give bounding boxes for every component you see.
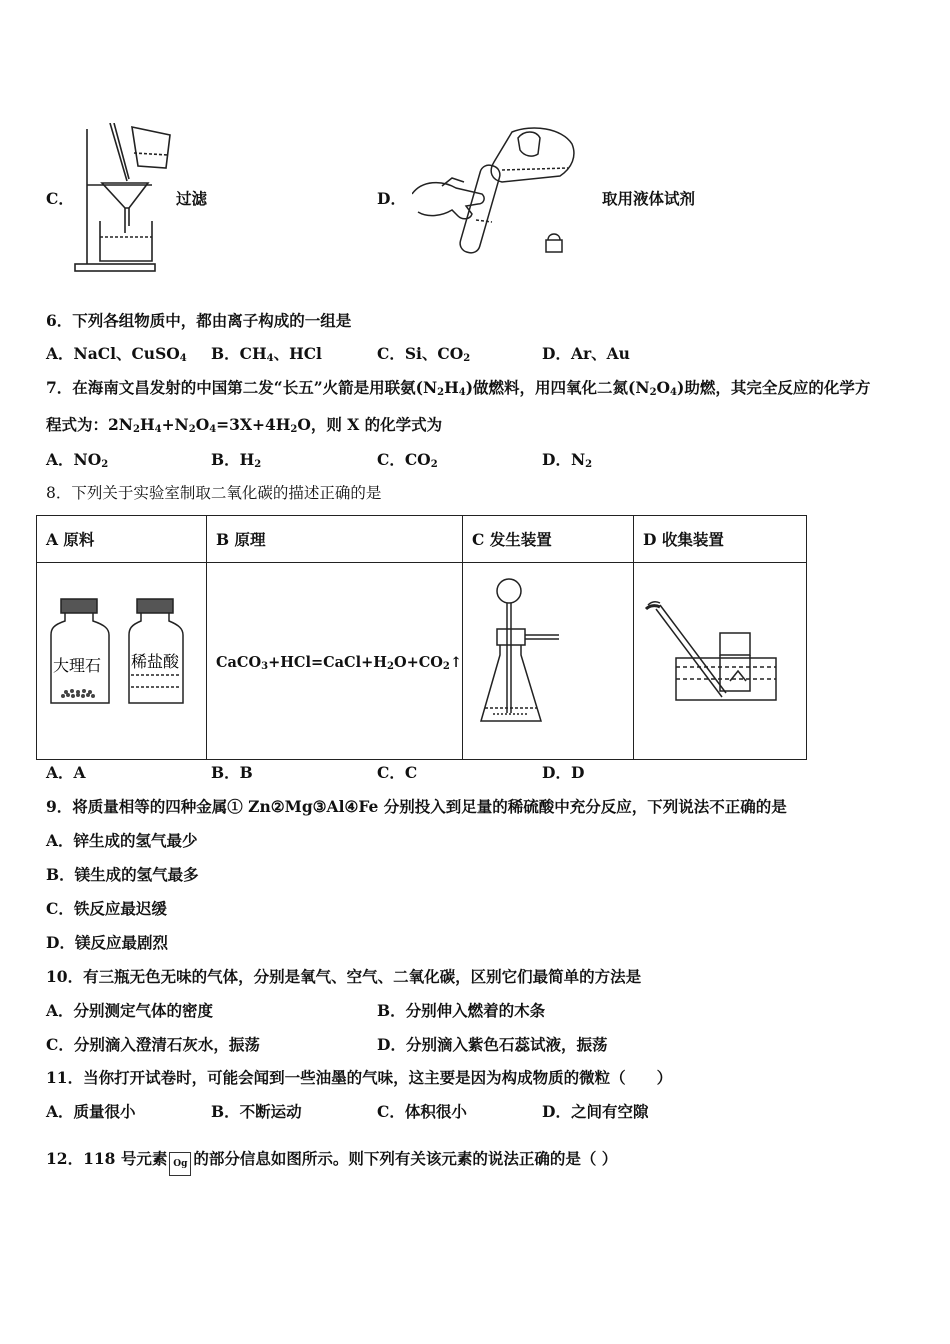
option-c-caption: 过滤 [176, 189, 208, 208]
bottle1-label: 大理石 [53, 656, 102, 675]
q11-option-b: B．不断运动 [211, 1102, 302, 1121]
q8-option-b: B．B [211, 763, 253, 782]
q8-header-a: A 原料 [37, 516, 207, 563]
option-c-letter: C． [46, 189, 74, 208]
q7-stem-line1: 7．在海南文昌发射的中国第二发“长五”火箭是用联氨$(N_2H_4)$做燃料，用四氧化二氮$(N_2O_4)$助燃，其完全反应的化学方 [46, 378, 871, 398]
q7-option-a: A．$NO_2$ [46, 450, 109, 470]
option-d-caption: 取用液体试剂 [602, 189, 696, 208]
q10-stem: 10．有三瓶无色无味的气体，分别是氧气、空气、二氧化碳，区别它们最简单的方法是 [46, 967, 642, 986]
bottle2-label: 稀盐酸 [131, 652, 180, 671]
q10-option-d: D．分别滴入紫色石蕊试液，振荡 [377, 1035, 608, 1054]
q11-option-c: C．体积很小 [377, 1102, 467, 1121]
q8-option-c: C．C [377, 763, 418, 782]
option-d-letter: D． [377, 189, 406, 208]
q6-stem: 6．下列各组物质中，都由离子构成的一组是 [46, 311, 352, 330]
q11-option-d: D．之间有空隙 [542, 1102, 649, 1121]
q8-cell-collector [634, 563, 807, 760]
q6-option-d: D．Ar、Au [542, 344, 630, 363]
q9-option-b: B．镁生成的氢气最多 [46, 865, 199, 884]
q8-header-b: B 原理 [207, 516, 463, 563]
q8-equation: $CaCO_3+HCl=CaCl+H_2O+CO_2↑$ [216, 653, 463, 672]
q6-option-b: B．$CH_4$、HCl [211, 344, 322, 364]
q7-stem-line2: 程式为：$2N_2H_4+N_2O_4=3X+4H_2O$，则 X 的化学式为 [46, 415, 443, 435]
q8-cell-generator [463, 563, 634, 760]
filtration-figure [70, 123, 180, 275]
q6-option-c: C．Si、$CO_2$ [377, 344, 471, 364]
q7-option-b: B．$H_2$ [211, 450, 262, 470]
q8-header-c: C 发生装置 [463, 516, 634, 563]
q9-stem: 9．将质量相等的四种金属① Zn②Mg③Al④Fe 分别投入到足量的稀硫酸中充分反应，下列说法不正确的是 [46, 797, 787, 816]
q7-option-d: D．$N_2$ [542, 450, 593, 470]
q9-option-c: C．铁反应最迟缓 [46, 899, 167, 918]
q10-option-c: C．分别滴入澄清石灰水，振荡 [46, 1035, 260, 1054]
q8-stem: 8．下列关于实验室制取二氧化碳的描述正确的是 [46, 484, 382, 502]
q9-option-a: A．锌生成的氢气最少 [46, 831, 198, 850]
q11-option-a: A．质量很小 [46, 1102, 136, 1121]
pour-liquid-figure [412, 124, 582, 256]
q8-cell-materials [37, 563, 207, 760]
element-symbol-icon: Og [169, 1152, 191, 1176]
q12-stem: 12．118 号元素 Og 的部分信息如图所示。则下列有关该元素的说法正确的是（ ） [46, 1149, 617, 1176]
q8-cell-equation [207, 563, 463, 760]
q10-option-a: A．分别测定气体的密度 [46, 1001, 214, 1020]
q7-option-c: C．$CO_2$ [377, 450, 438, 470]
q10-option-b: B．分别伸入燃着的木条 [377, 1001, 546, 1020]
q8-option-d: D．D [542, 763, 585, 782]
q8-table [36, 515, 807, 760]
q11-stem: 11．当你打开试卷时，可能会闻到一些油墨的气味，这主要是因为构成物质的微粒（ ） [46, 1068, 673, 1087]
q9-option-d: D．镁反应最剧烈 [46, 933, 168, 952]
q8-option-a: A．A [46, 763, 86, 782]
q6-option-a: A．NaCl、CuSO$_4$ [46, 344, 187, 364]
q8-header-d: D 收集装置 [634, 516, 807, 563]
